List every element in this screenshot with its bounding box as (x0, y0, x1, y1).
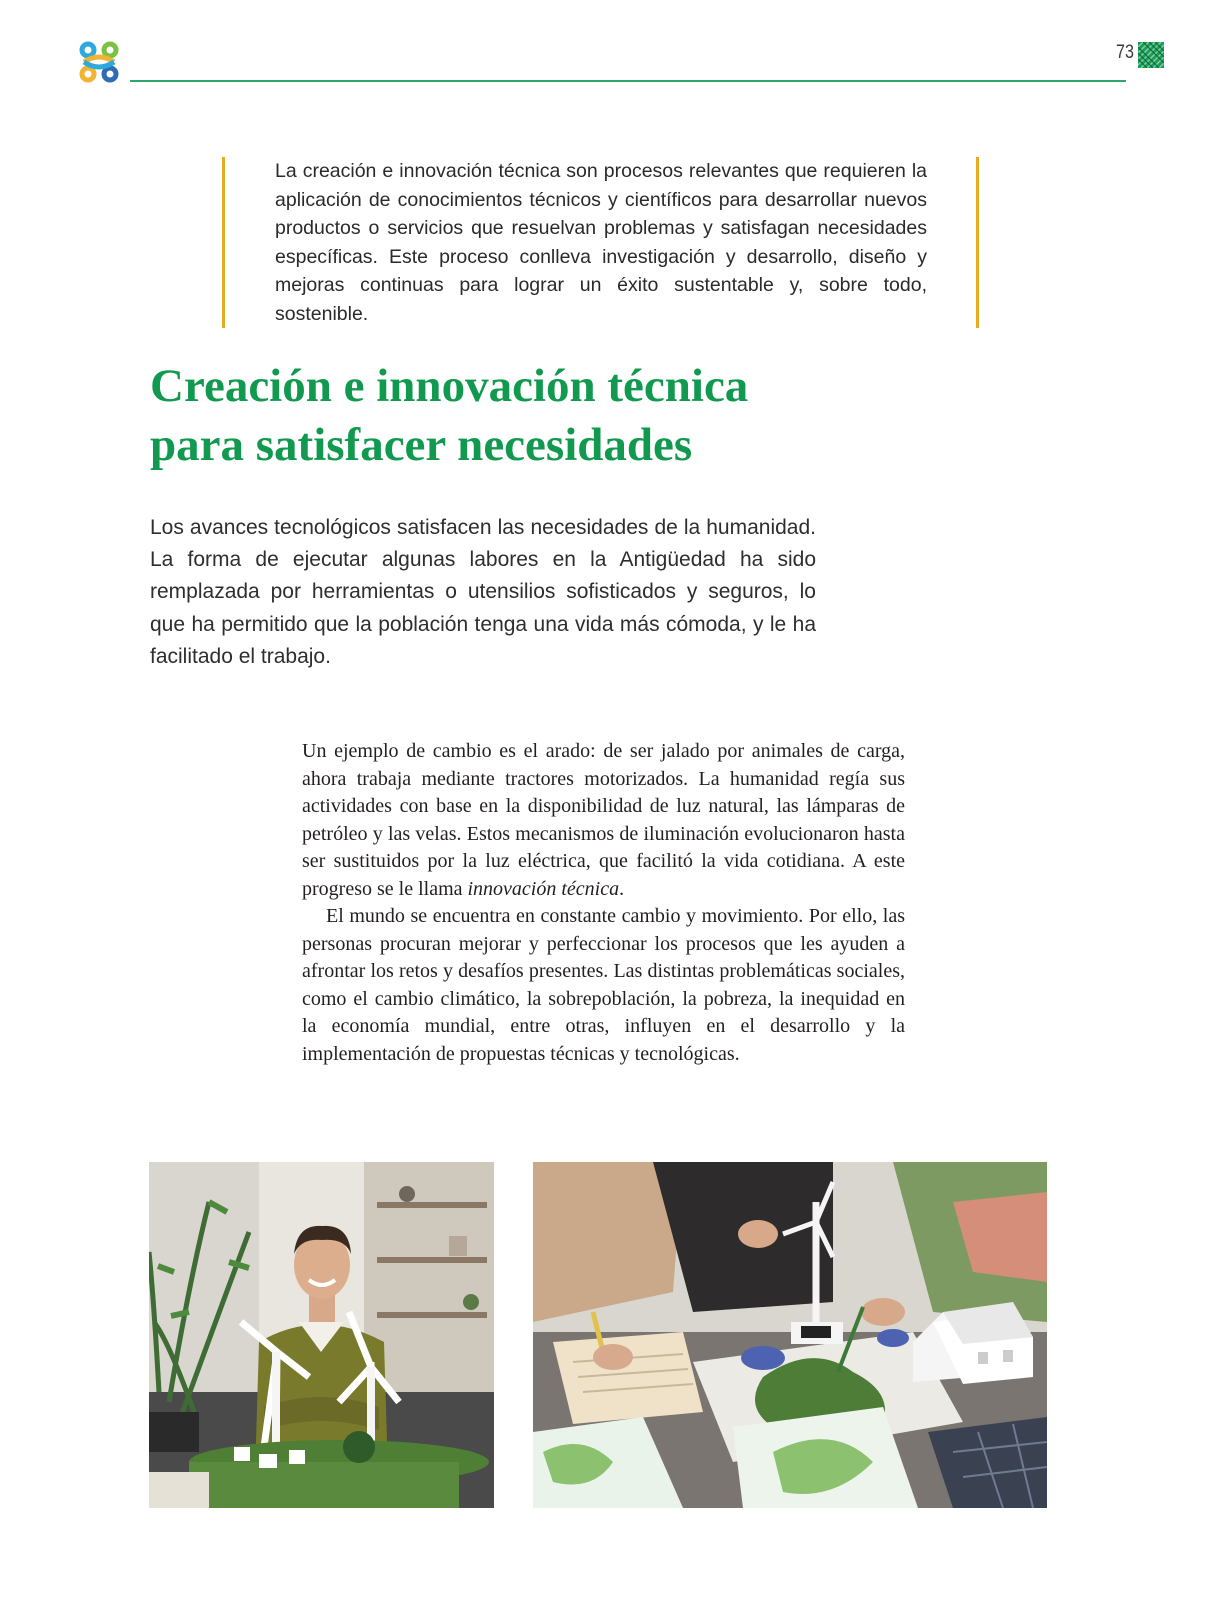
intro-bar-left (222, 157, 225, 328)
circular-x-logo-icon (74, 38, 124, 88)
header-rule (130, 80, 1126, 82)
key-term: innovación técnica (467, 877, 620, 900)
green-pattern-badge-icon (1138, 42, 1164, 68)
publisher-logo (74, 38, 124, 88)
section-title-line1: Creación e innovación técnica (150, 360, 749, 412)
body-paragraph-1 (302, 738, 905, 903)
body-paragraph-1-end: . (619, 877, 625, 900)
page-number: 73 (1116, 42, 1134, 63)
intro-bar-right (976, 157, 979, 328)
team-working-on-eco-model-photo (533, 1162, 1047, 1508)
man-with-wind-turbine-model-photo (149, 1162, 494, 1508)
body-text (302, 738, 905, 1068)
section-title (150, 357, 910, 475)
section-title-line2: para satisfacer necesidades (150, 419, 693, 471)
intro-text: La creación e innovación técnica son procesos relevantes que requieren la aplicación de conocimientos técnicos y científicos para desarrollar nuevos productos o servicios que resuelvan problemas y satisfagan necesidades específicas. Este proceso conlleva investigación y desarrollo, diseño y mejoras continuas para lograr un éxito sustentable y, sobre todo, sostenible. (275, 160, 927, 325)
body-paragraph-2: El mundo se encuentra en constante cambio y movimiento. Por ello, las personas procuran mejorar y perfeccionar los procesos que les ayuden a afrontar los retos y desafíos presentes. Las distintas problemáticas sociales, como el cambio climático, la sobrepoblación, la pobreza, la inequidad en la economía mundial, entre otras, influyen en el desarrollo y la implementación de propuestas técnicas y tecnológicas. (302, 905, 905, 1065)
lead-paragraph: Los avances tecnológicos satisfacen las necesidades de la humanidad. La forma de ejecutar algunas labores en la Antigüedad ha sido remplazada por herramientas o utensilios sofisticados y seguros, lo que ha permitido que la población tenga una vida más cómoda, y le ha facilitado el trabajo. (150, 516, 816, 668)
body-paragraph-1-text: Un ejemplo de cambio es el arado: de ser jalado por animales de carga, ahora trabaja mediante tractores motorizados. La humanidad regía sus actividades con base en la disponibilidad de luz natural, las lámparas de petróleo y las velas. Estos mecanismos de iluminación evolucionaron hasta ser sustituidos por la luz eléctrica, que facilitó la vida cotidiana. A este progreso se le llama (302, 740, 905, 900)
